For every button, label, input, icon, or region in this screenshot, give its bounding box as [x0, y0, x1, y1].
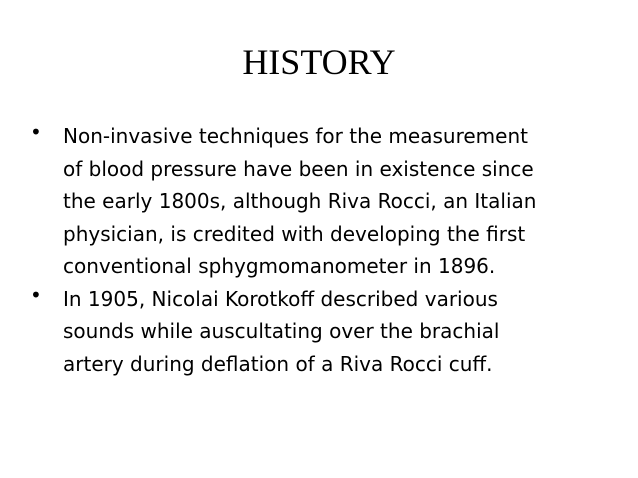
- bullet-text-line: artery during deflation of a Riva Rocci cuff.: [63, 351, 493, 376]
- bullet-text-line: In 1905, Nicolai Korotkoff described various: [63, 286, 498, 311]
- slide-title: HISTORY: [242, 42, 396, 82]
- bullet-text-line: Non-invasive techniques for the measurement: [63, 124, 528, 148]
- bullet-text-line: the early 1800s, although Riva Rocci, an Italian: [63, 189, 537, 213]
- bullet-text-line: sounds while auscultating over the brachial: [63, 319, 500, 343]
- bullet-marker-icon: •: [30, 120, 42, 144]
- bullet-marker-icon: •: [30, 282, 42, 307]
- bullet-item-1: [30, 120, 615, 283]
- bullet-list: [30, 120, 615, 380]
- bullet-item-2: [30, 283, 615, 381]
- bullet-text-line: conventional sphygmomanometer in 1896.: [63, 254, 496, 278]
- bullet-text-line: of blood pressure have been in existence since: [63, 156, 534, 181]
- bullet-text-line: physician, is credited with developing the first: [63, 221, 526, 246]
